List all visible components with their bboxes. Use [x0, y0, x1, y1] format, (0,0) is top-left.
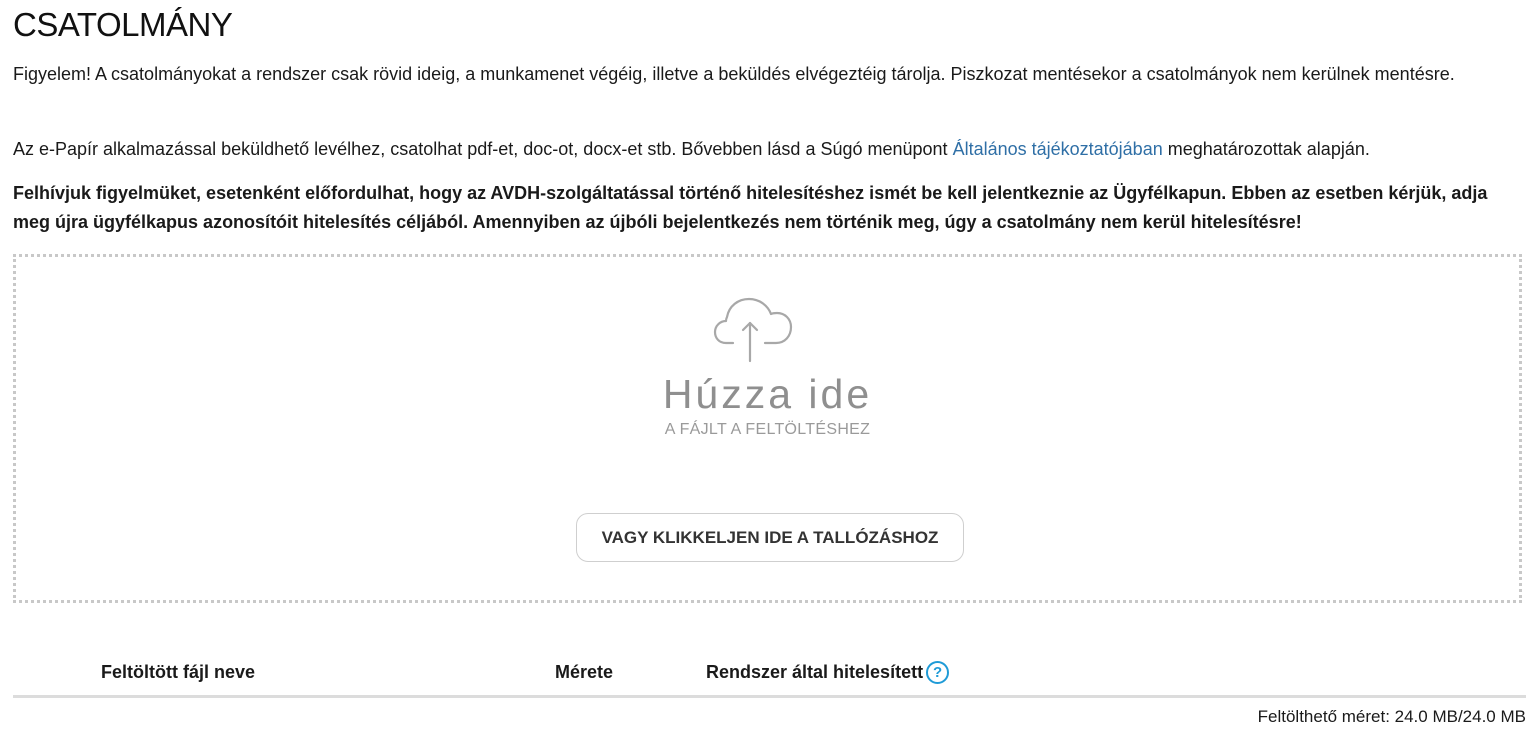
dropzone-heading: Húzza ide — [662, 371, 873, 417]
info-text-before: Az e-Papír alkalmazással beküldhető levélhez, csatolhat pdf-et, doc-ot, docx-et stb. Bővebben lásd a Súgó menüpont — [13, 139, 953, 159]
file-dropzone[interactable] — [13, 254, 1522, 603]
upload-quota: Feltölthető méret: 24.0 MB/24.0 MB — [1257, 707, 1526, 726]
notice-text: Figyelem! A csatolmányokat a rendszer csak rövid ideig, a munkamenet végéig, illetve a beküldés elvégeztéig tárolja. Piszkozat mentésekor a csatolmányok nem kerülnek mentésre. — [13, 64, 1455, 84]
attachment-section — [13, 0, 1526, 733]
general-info-link[interactable]: Általános tájékoztatójában — [952, 139, 1163, 159]
info-text-after: meghatározottak alapján. — [1162, 139, 1370, 159]
help-icon[interactable]: ? — [926, 661, 949, 684]
avdh-warning-text: Felhívjuk figyelmüket, esetenként előfordulhat, hogy az AVDH-szolgáltatással történő hitelesítéshez ismét be kell jelentkeznie az Ügyfélkapun. Ebben az esetben kérjük, adja meg újra ügyfélkapus azonosítóit hitelesítés céljából. Amennyiben az újbóli bejelentkezés nem történik meg, úgy a csatolmány nem kerül hitelesítésre! — [13, 183, 1488, 232]
column-authenticated — [706, 660, 949, 684]
column-authenticated-label: Rendszer által hitelesített — [706, 662, 924, 682]
page-title: CSATOLMÁNY — [13, 6, 233, 43]
cloud-upload-icon — [713, 297, 793, 363]
column-file-size: Mérete — [555, 662, 614, 682]
column-file-name: Feltöltött fájl neve — [101, 662, 256, 682]
browse-button[interactable]: VAGY KLIKKELJEN IDE A TALLÓZÁSHOZ — [576, 513, 964, 562]
dropzone-subheading: A FÁJLT A FELTÖLTÉSHEZ — [664, 421, 871, 438]
info-text — [13, 135, 1518, 164]
uploaded-files-table-header — [13, 650, 1526, 698]
